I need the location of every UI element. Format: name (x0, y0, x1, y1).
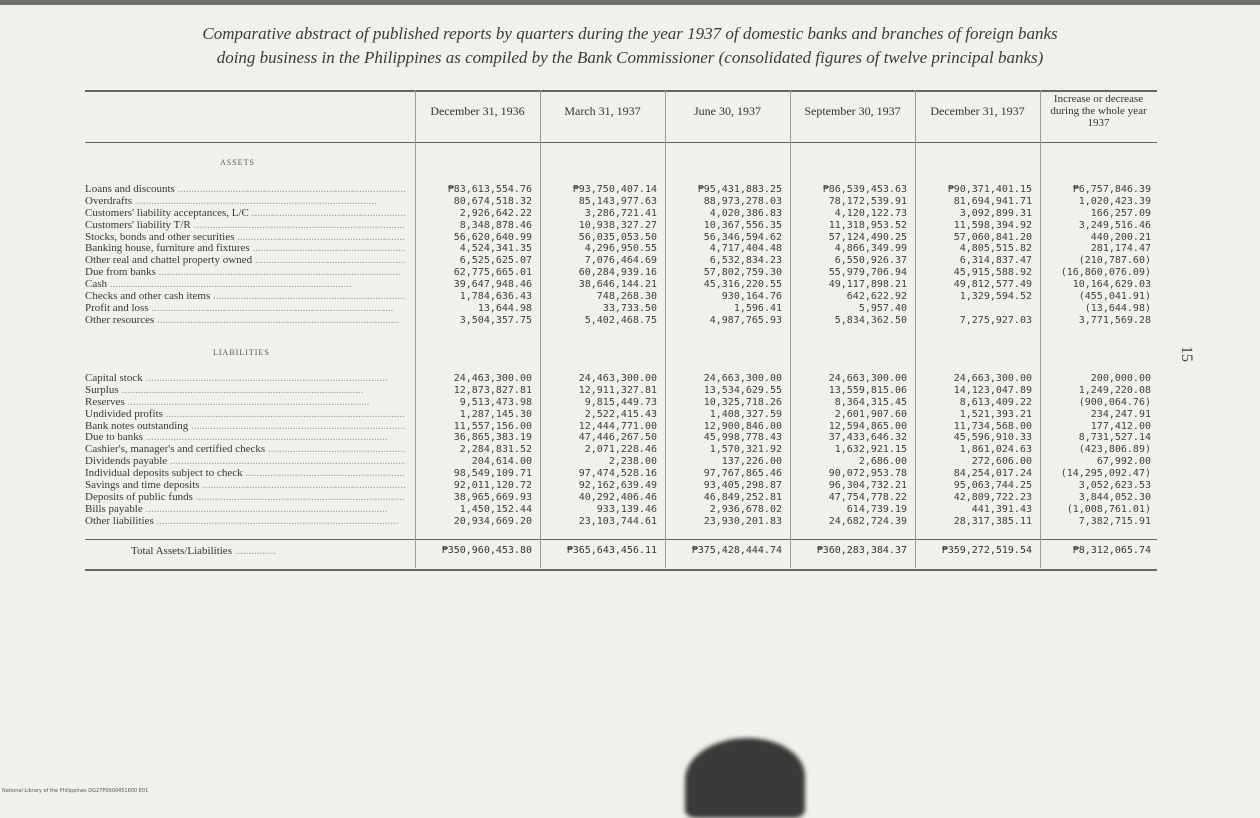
table-cell: 24,682,724.39 (828, 515, 907, 527)
table-cell: 4,987,765.93 (709, 314, 782, 326)
table-cell: 84,254,017.24 (953, 468, 1032, 480)
table-cell: 13,559,815.06 (828, 384, 907, 396)
table-cell: 45,596,910.33 (953, 432, 1032, 444)
table-cell: 6,314,837.47 (959, 255, 1032, 267)
column-header-jun-1937: June 30, 1937 (694, 104, 761, 118)
row-label: Cash ..... (85, 279, 405, 291)
assets-heading: ASSETS (220, 158, 255, 167)
assets-column-3 (795, 184, 907, 327)
page-number: 15 (1178, 346, 1195, 362)
table-cell: 62,775,665.01 (453, 267, 532, 279)
table-cell: 1,020,423.39 (1078, 195, 1151, 207)
table-cell: 78,172,539.91 (828, 195, 907, 207)
total-change: ₱8,312,065.74 (1072, 545, 1151, 556)
table-cell: 204,614.00 (471, 456, 532, 468)
table-cell: 56,346,594.62 (703, 231, 782, 243)
table-cell: 85,143,977.63 (578, 195, 657, 207)
table-cell: 6,550,926.37 (834, 255, 907, 267)
table-cell: 49,812,577.49 (953, 279, 1032, 291)
total-dec-1936: ₱350,960,453.80 (441, 545, 532, 556)
table-cell: 7,382,715.91 (1078, 515, 1151, 527)
table-cell: 24,663,300.00 (703, 373, 782, 384)
row-label: Surplus ..... (85, 385, 405, 397)
column-header-dec-1937: December 31, 1937 (930, 104, 1025, 118)
table-cell: 36,865,383.19 (453, 432, 532, 444)
column-header-sep-1937: September 30, 1937 (804, 104, 901, 118)
table-cell: 93,405,298.87 (703, 480, 782, 492)
table-cell: 2,238.00 (608, 456, 657, 468)
table-cell: 57,124,490.25 (828, 231, 907, 243)
table-cell: 8,613,409.22 (959, 396, 1032, 408)
table-cell: 80,674,518.32 (453, 195, 532, 207)
table-cell: 3,771,569.28 (1078, 314, 1151, 326)
row-label: Deposits of public funds ..... (85, 492, 405, 504)
row-label: Capital stock ..... (85, 373, 405, 385)
title-line-1: Comparative abstract of published reports by quarters during the year 1937 of domestic banks and branches of foreign banks (202, 24, 1058, 43)
table-cell: 56,620,640.99 (453, 231, 532, 243)
liabilities-column-0 (420, 373, 532, 528)
row-label: Checks and other cash items ..... (85, 291, 405, 303)
table-cell: 45,316,220.55 (703, 279, 782, 291)
liabilities-column-2 (670, 373, 782, 528)
table-cell: 10,164,629.03 (1072, 279, 1151, 291)
column-separator (540, 90, 541, 568)
table-cell: 9,513,473.98 (459, 396, 532, 408)
column-separator (415, 90, 416, 568)
table-cell: 642,622.92 (846, 291, 907, 303)
table-cell: 60,284,939.16 (578, 267, 657, 279)
table-cell: 92,011,120.72 (453, 480, 532, 492)
table-cell: 12,594,865.00 (828, 420, 907, 432)
table-cell: (16,860,076.09) (1060, 267, 1151, 279)
table-cell: 3,249,516.46 (1078, 219, 1151, 231)
table-cell: 1,287,145.30 (459, 408, 532, 420)
table-cell: 234,247.91 (1090, 408, 1151, 420)
table-cell: 7,275,927.03 (959, 314, 1032, 326)
assets-column-4 (920, 184, 1032, 327)
table-cell: ₱93,750,407.14 (572, 184, 657, 195)
table-cell (920, 303, 1032, 315)
liabilities-column-5 (1045, 373, 1151, 528)
row-label: Stocks, bonds and other securities ..... (85, 232, 405, 244)
table-cell: 2,522,415.43 (584, 408, 657, 420)
assets-column-2 (670, 184, 782, 327)
table-cell: 2,926,642.22 (459, 207, 532, 219)
table-cell: 1,450,152.44 (459, 503, 532, 515)
table-cell: ₱83,613,554.76 (447, 184, 532, 195)
row-label: Undivided profits ..... (85, 409, 405, 421)
table-cell: 933,139.46 (596, 503, 657, 515)
table-cell: 42,809,722.23 (953, 491, 1032, 503)
title-line-2: doing business in the Philippines as compiled by the Bank Commissioner (consolidated figures of twelve principal banks) (216, 48, 1044, 67)
table-cell: 3,844,052.30 (1078, 491, 1151, 503)
column-header-mar-1937: March 31, 1937 (564, 104, 641, 118)
table-cell: 200,000.00 (1090, 373, 1151, 384)
liabilities-heading: LIABILITIES (213, 348, 270, 357)
table-cell: 10,325,718.26 (703, 396, 782, 408)
row-label: Loans and discounts ..... (85, 184, 405, 196)
table-cell: 14,123,047.89 (953, 384, 1032, 396)
table-cell: 24,463,300.00 (453, 373, 532, 384)
table-cell: 46,849,252.81 (703, 491, 782, 503)
table-cell: 614,739.19 (846, 503, 907, 515)
table-cell: 8,348,878.46 (459, 219, 532, 231)
table-cell: 4,296,950.55 (584, 243, 657, 255)
total-jun-1937: ₱375,428,444.74 (691, 545, 782, 556)
table-cell: 24,463,300.00 (578, 373, 657, 384)
table-cell: 97,474,528.16 (578, 468, 657, 480)
table-cell: 24,663,300.00 (953, 373, 1032, 384)
liabilities-column-3 (795, 373, 907, 528)
scan-footer: National Library of the Philippines DG27P0000451600 E01 (2, 788, 149, 794)
row-label: Overdrafts ..... (85, 196, 405, 208)
table-cell: 38,646,144.21 (578, 279, 657, 291)
table-cell: 45,915,588.92 (953, 267, 1032, 279)
table-cell: 28,317,385.11 (953, 515, 1032, 527)
row-label: Savings and time deposits ..... (85, 480, 405, 492)
table-cell: 272,606.00 (971, 456, 1032, 468)
table-cell: 33,733.50 (602, 302, 657, 314)
column-separator (915, 90, 916, 568)
table-cell: 7,076,464.69 (584, 255, 657, 267)
table-cell: (423,806.89) (1078, 444, 1151, 456)
table-cell: 440,200.21 (1090, 231, 1151, 243)
table-cell: 57,802,759.30 (703, 267, 782, 279)
table-cell: 3,286,721.41 (584, 207, 657, 219)
row-label: Due from banks ..... (85, 267, 405, 279)
table-cell: 748,268.30 (596, 291, 657, 303)
table-cell: 6,532,834.23 (709, 255, 782, 267)
table-cell: 137,226.00 (721, 456, 782, 468)
row-label: Other real and chattel property owned ..... (85, 255, 405, 267)
table-cell: ₱95,431,883.25 (697, 184, 782, 195)
table-cell: 4,805,515.82 (959, 243, 1032, 255)
liabilities-row-labels (85, 373, 405, 528)
table-cell: 97,767,865.46 (703, 468, 782, 480)
table-cell: 11,557,156.00 (453, 420, 532, 432)
row-label: Other resources ..... (85, 315, 405, 327)
table-cell: 3,092,899.31 (959, 207, 1032, 219)
table-cell: ₱90,371,401.15 (947, 184, 1032, 195)
total-mar-1937: ₱365,643,456.11 (566, 545, 657, 556)
column-header-dec-1936: December 31, 1936 (430, 104, 525, 118)
table-cell: 1,596.41 (733, 302, 782, 314)
table-cell: 9,815,449.73 (584, 396, 657, 408)
liabilities-column-1 (545, 373, 657, 528)
table-cell: 96,304,732.21 (828, 480, 907, 492)
row-label: Customers' liability acceptances, L/C ..... (85, 208, 405, 220)
table-cell: 90,072,953.78 (828, 468, 907, 480)
table-cell: ₱86,539,453.63 (822, 184, 907, 195)
table-cell: 39,647,948.46 (453, 279, 532, 291)
table-cell: 8,731,527.14 (1078, 432, 1151, 444)
table-cell: (455,041.91) (1078, 291, 1151, 303)
table-cell: 12,911,327.81 (578, 384, 657, 396)
table-cell: 177,412.00 (1090, 420, 1151, 432)
totals-top-rule (85, 539, 1157, 540)
table-cell: 4,524,341.35 (459, 243, 532, 255)
table-cell: 23,103,744.61 (578, 515, 657, 527)
table-cell: 1,570,321.92 (709, 444, 782, 456)
table-cell: 24,663,300.00 (828, 373, 907, 384)
row-label: Reserves ..... (85, 397, 405, 409)
row-label: Customers' liability T/R ..... (85, 220, 405, 232)
table-cell: 23,930,201.83 (703, 515, 782, 527)
table-cell: 4,020,386.83 (709, 207, 782, 219)
table-cell: 12,873,827.81 (453, 384, 532, 396)
row-label: Cashier's, manager's and certified checks ..... (85, 444, 405, 456)
row-label: Bank notes outstanding ..... (85, 421, 405, 433)
table-cell: 37,433,646.32 (828, 432, 907, 444)
table-cell: 2,601,907.60 (834, 408, 907, 420)
row-label: Individual deposits subject to check ..... (85, 468, 405, 480)
table-cell: (14,295,092.47) (1060, 468, 1151, 480)
row-label: Due to banks ..... (85, 432, 405, 444)
totals-label: Total Assets/Liabilities ..... (131, 545, 276, 557)
table-cell: 166,257.09 (1090, 207, 1151, 219)
scanner-thumb-shadow (685, 738, 805, 818)
table-cell: 49,117,898.21 (828, 279, 907, 291)
table-cell: 3,504,357.75 (459, 314, 532, 326)
table-cell: 98,549,109.71 (453, 468, 532, 480)
top-edge-band (0, 0, 1260, 5)
table-cell: 1,408,327.59 (709, 408, 782, 420)
table-cell: 10,938,327.27 (578, 219, 657, 231)
table-cell: 1,861,024.63 (959, 444, 1032, 456)
table-cell: (210,787.60) (1078, 255, 1151, 267)
table-cell: 13,534,629.55 (703, 384, 782, 396)
column-separator (665, 90, 666, 568)
table-cell: 20,934,669.20 (453, 515, 532, 527)
abstract-table (85, 86, 1157, 578)
table-cell: 11,598,394.92 (953, 219, 1032, 231)
row-label: Dividends payable ..... (85, 456, 405, 468)
table-cell: 8,364,315.45 (834, 396, 907, 408)
total-dec-1937: ₱359,272,519.54 (941, 545, 1032, 556)
row-label: Profit and loss ..... (85, 303, 405, 315)
assets-column-0 (420, 184, 532, 327)
table-cell: 281,174.47 (1090, 243, 1151, 255)
table-cell: 40,292,406.46 (578, 491, 657, 503)
assets-column-1 (545, 184, 657, 327)
table-cell: 13,644.98 (477, 302, 532, 314)
table-cell: 930,164.76 (721, 291, 782, 303)
table-cell: (13,644.98) (1084, 302, 1151, 314)
table-cell: 1,329,594.52 (959, 291, 1032, 303)
table-cell: 1,784,636.43 (459, 291, 532, 303)
assets-row-labels (85, 184, 405, 327)
table-cell: 67,992.00 (1096, 456, 1151, 468)
table-cell: 5,834,362.50 (834, 314, 907, 326)
table-cell: 11,734,568.00 (953, 420, 1032, 432)
table-cell: 38,965,669.93 (453, 491, 532, 503)
table-cell: 10,367,556.35 (703, 219, 782, 231)
table-cell: 56,035,053.50 (578, 231, 657, 243)
table-cell: 4,120,122.73 (834, 207, 907, 219)
table-cell: 12,444,771.00 (578, 420, 657, 432)
table-cell: 441,391.43 (971, 503, 1032, 515)
table-cell: 45,998,778.43 (703, 432, 782, 444)
table-cell: 11,318,953.52 (828, 219, 907, 231)
table-cell: ₱6,757,846.39 (1072, 184, 1151, 195)
table-cell: 2,686.00 (858, 456, 907, 468)
table-cell: 2,071,228.46 (584, 444, 657, 456)
table-cell: 57,060,841.20 (953, 231, 1032, 243)
total-sep-1937: ₱360,283,384.37 (816, 545, 907, 556)
table-cell: 2,284,831.52 (459, 444, 532, 456)
table-cell: 55,979,706.94 (828, 267, 907, 279)
header-bottom-rule (85, 142, 1157, 143)
table-cell: 95,063,744.25 (953, 480, 1032, 492)
table-cell: 5,402,468.75 (584, 314, 657, 326)
table-cell: 1,521,393.21 (959, 408, 1032, 420)
table-cell: 47,754,778.22 (828, 491, 907, 503)
column-separator (1040, 90, 1041, 568)
assets-column-5 (1045, 184, 1151, 327)
page-title (60, 22, 1200, 70)
column-separator (790, 90, 791, 568)
table-cell: 2,936,678.02 (709, 503, 782, 515)
column-header-change: Increase or decrease during the whole year 1937 (1050, 93, 1147, 129)
table-cell: 5,957.40 (858, 302, 907, 314)
table-cell: (1,008,761.01) (1066, 503, 1151, 515)
table-cell: 1,249,220.08 (1078, 384, 1151, 396)
table-cell: 47,446,267.50 (578, 432, 657, 444)
table-cell: 92,162,639.49 (578, 480, 657, 492)
row-label: Other liabilities ..... (85, 516, 405, 528)
table-cell: 12,900,846.00 (703, 420, 782, 432)
liabilities-column-4 (920, 373, 1032, 528)
table-cell: 4,717,404.48 (709, 243, 782, 255)
row-label: Bills payable ..... (85, 504, 405, 516)
table-bottom-rule (85, 569, 1157, 571)
table-cell: 1,632,921.15 (834, 444, 907, 456)
table-cell: 88,973,278.03 (703, 195, 782, 207)
row-label: Banking house, furniture and fixtures ..... (85, 243, 405, 255)
table-cell: 81,694,941.71 (953, 195, 1032, 207)
table-cell: 4,866,349.99 (834, 243, 907, 255)
table-cell: 3,052,623.53 (1078, 480, 1151, 492)
table-cell: 6,525,625.07 (459, 255, 532, 267)
table-cell: (900,064.76) (1078, 396, 1151, 408)
